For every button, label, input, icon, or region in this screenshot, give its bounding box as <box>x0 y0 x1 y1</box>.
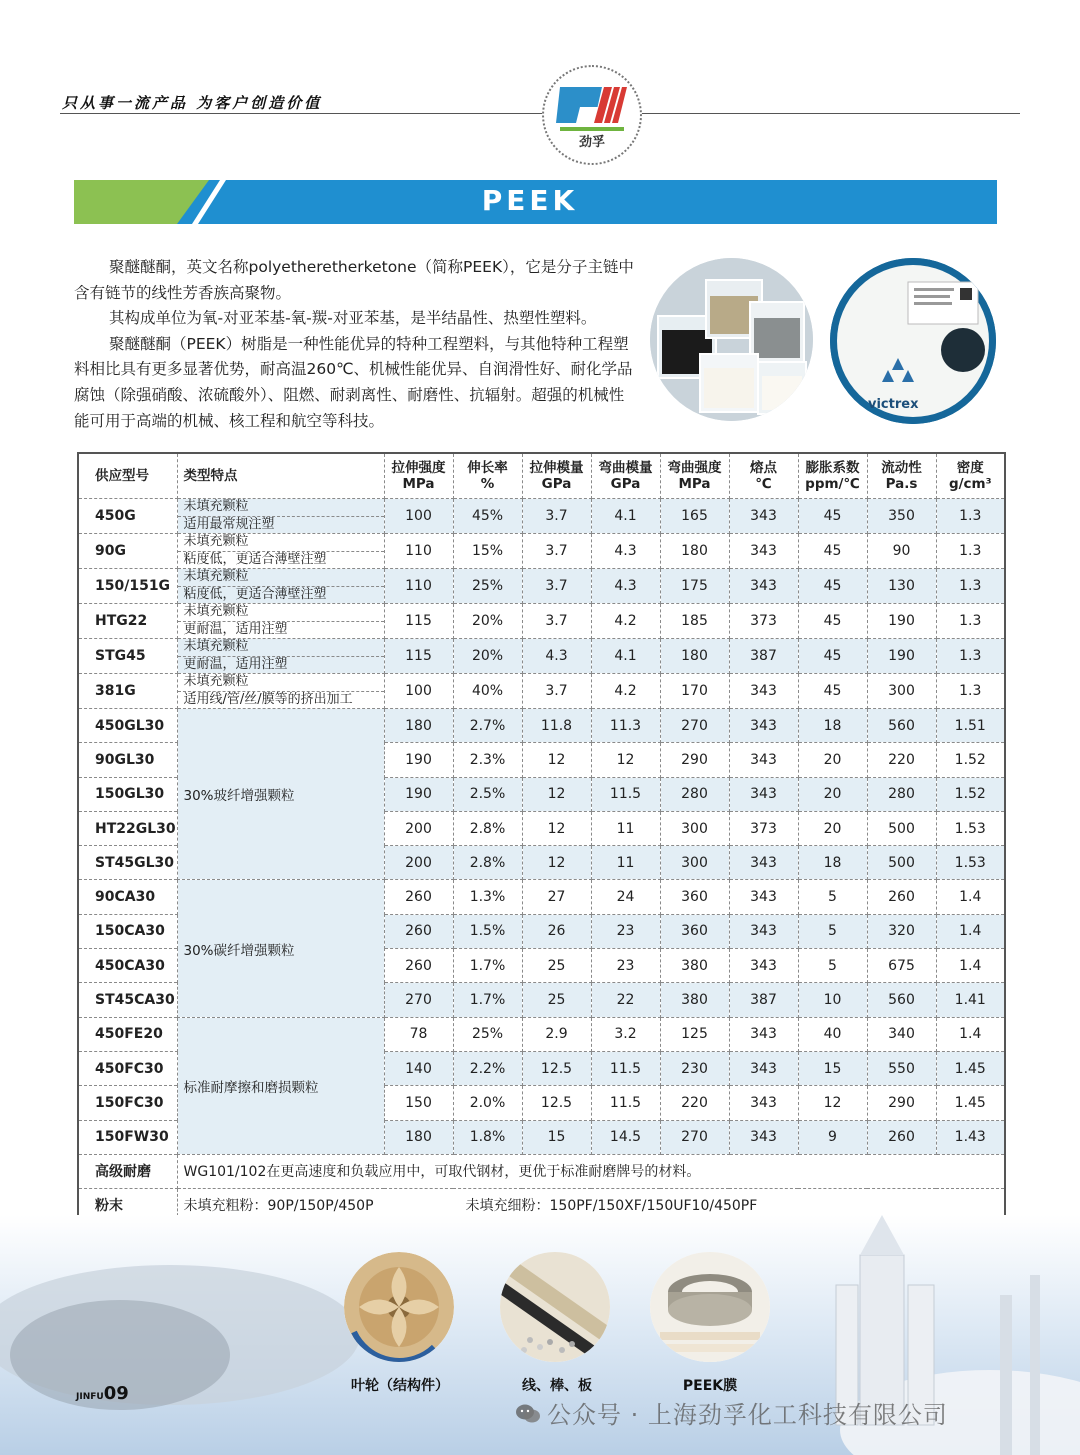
value-cell: 343 <box>729 880 798 914</box>
value-cell: 25 <box>522 949 591 983</box>
pellet-cups-icon <box>650 258 813 421</box>
value-cell: 1.3 <box>936 534 1005 569</box>
value-cell: 20 <box>798 743 867 777</box>
value-cell: 1.7% <box>453 949 522 983</box>
impeller-icon <box>344 1252 454 1362</box>
header-elongation: 伸长率 % <box>453 453 522 499</box>
value-cell: 343 <box>729 674 798 709</box>
intro-paragraph-2: 其构成单位为氧-对亚苯基-氧-羰-对亚苯基，是半结晶性、热塑性塑料。 <box>109 309 597 328</box>
model-cell: 90GL30 <box>78 743 177 777</box>
wechat-icon <box>515 1403 541 1425</box>
page-brand: JINFU <box>76 1392 104 1402</box>
value-cell: 3.7 <box>522 674 591 709</box>
value-cell: 2.8% <box>453 811 522 845</box>
value-cell: 3.2 <box>591 1017 660 1051</box>
value-cell: 1.52 <box>936 777 1005 811</box>
value-cell: 78 <box>384 1017 453 1051</box>
type-line-1: 未填充颗粒 <box>183 499 249 514</box>
value-cell: 12 <box>522 777 591 811</box>
value-cell: 190 <box>384 777 453 811</box>
type-line-1: 未填充颗粒 <box>183 639 249 654</box>
value-cell: 190 <box>867 604 936 639</box>
value-cell: 1.4 <box>936 880 1005 914</box>
model-cell: ST45CA30 <box>78 983 177 1017</box>
value-cell: 675 <box>867 949 936 983</box>
value-cell: 4.1 <box>591 499 660 534</box>
rods-image <box>500 1252 610 1362</box>
value-cell: 11.5 <box>591 1086 660 1120</box>
value-cell: 4.3 <box>522 639 591 674</box>
pellets-photo <box>650 258 813 421</box>
value-cell: 360 <box>660 914 729 948</box>
type-cell <box>177 639 384 674</box>
value-cell: 180 <box>660 639 729 674</box>
value-cell: 300 <box>867 674 936 709</box>
value-cell: 560 <box>867 709 936 743</box>
caption-rods: 线、棒、板 <box>522 1378 592 1394</box>
value-cell: 1.41 <box>936 983 1005 1017</box>
value-cell: 3.7 <box>522 569 591 604</box>
value-cell: 1.3 <box>936 569 1005 604</box>
table-row <box>78 709 1005 743</box>
type-line-2: 更耐温，适用注塑 <box>178 656 384 674</box>
type-line-2: 适用最常规注塑 <box>178 516 384 534</box>
value-cell: 343 <box>729 949 798 983</box>
value-cell: 200 <box>384 811 453 845</box>
header-flexural-modulus: 弯曲模量 GPa <box>591 453 660 499</box>
value-cell: 40 <box>798 1017 867 1051</box>
type-line-1: 未填充颗粒 <box>183 534 249 549</box>
value-cell: 343 <box>729 569 798 604</box>
type-line-2: 更耐温，适用注塑 <box>178 621 384 639</box>
value-cell: 343 <box>729 914 798 948</box>
impeller-image <box>344 1252 454 1362</box>
value-cell: 23 <box>591 914 660 948</box>
intro-paragraph-1: 聚醚醚酮，英文名称polyetheretherketone（简称PEEK），它是分子主链中含有链节的线性芳香族高聚物。 <box>74 258 634 302</box>
value-cell: 5 <box>798 949 867 983</box>
value-cell: 110 <box>384 534 453 569</box>
table-row <box>78 499 1005 534</box>
table-row <box>78 604 1005 639</box>
value-cell: 18 <box>798 709 867 743</box>
type-cell <box>177 604 384 639</box>
value-cell: 11.8 <box>522 709 591 743</box>
value-cell: 185 <box>660 604 729 639</box>
value-cell: 1.3% <box>453 880 522 914</box>
value-cell: 320 <box>867 914 936 948</box>
value-cell: 180 <box>660 534 729 569</box>
value-cell: 387 <box>729 639 798 674</box>
value-cell: 1.3 <box>936 499 1005 534</box>
value-cell: 45 <box>798 604 867 639</box>
value-cell: 45 <box>798 534 867 569</box>
table-row <box>78 674 1005 709</box>
value-cell: 340 <box>867 1017 936 1051</box>
value-cell: 5 <box>798 880 867 914</box>
value-cell: 500 <box>867 811 936 845</box>
model-cell: 450FC30 <box>78 1051 177 1085</box>
type-cell <box>177 534 384 569</box>
value-cell: 1.8% <box>453 1120 522 1154</box>
model-cell: HT22GL30 <box>78 811 177 845</box>
value-cell: 2.9 <box>522 1017 591 1051</box>
value-cell: 110 <box>384 569 453 604</box>
value-cell: 150 <box>384 1086 453 1120</box>
intro-paragraph-3: 聚醚醚酮（PEEK）树脂是一种性能优异的特种工程塑料，与其他特种工程塑料相比具有更多显著优势，耐高温260℃、机械性能优异、自润滑性好、耐化学品腐蚀（除强硝酸、浓硫酸外）、阻燃、耐剥离性、耐磨性、抗辐射。超强的机械性能可用于高端的机械、核工程和航空等科技。 <box>74 334 633 430</box>
value-cell: 12 <box>591 743 660 777</box>
value-cell: 4.1 <box>591 639 660 674</box>
value-cell: 343 <box>729 1051 798 1085</box>
value-cell: 220 <box>660 1086 729 1120</box>
value-cell: 280 <box>660 777 729 811</box>
header-type: 类型特点 <box>177 453 384 499</box>
rods-icon <box>500 1252 610 1362</box>
caption-film: PEEK膜 <box>682 1378 738 1394</box>
value-cell: 380 <box>660 949 729 983</box>
value-cell: 1.45 <box>936 1086 1005 1120</box>
value-cell: 2.8% <box>453 846 522 880</box>
powder-coarse: 未填充粗粉：90P/150P/450P <box>183 1198 374 1215</box>
header-melting-point: 熔点 ℃ <box>729 453 798 499</box>
value-cell: 20 <box>798 777 867 811</box>
value-cell: 350 <box>867 499 936 534</box>
type-cell <box>177 674 384 709</box>
value-cell: 1.43 <box>936 1120 1005 1154</box>
powder-label: 粉末 <box>78 1188 177 1222</box>
header-tensile-strength: 拉伸强度 MPa <box>384 453 453 499</box>
model-cell: 450CA30 <box>78 949 177 983</box>
model-cell: 90G <box>78 534 177 569</box>
value-cell: 165 <box>660 499 729 534</box>
value-cell: 343 <box>729 709 798 743</box>
table-row <box>78 569 1005 604</box>
model-cell: 150GL30 <box>78 777 177 811</box>
header-flow: 流动性 Pa.s <box>867 453 936 499</box>
table-row <box>78 1017 1005 1051</box>
value-cell: 4.2 <box>591 674 660 709</box>
table-row <box>78 880 1005 914</box>
value-cell: 4.3 <box>591 534 660 569</box>
page-title: PEEK <box>481 184 579 217</box>
model-cell: 450FE20 <box>78 1017 177 1051</box>
value-cell: 45 <box>798 569 867 604</box>
company-logo <box>542 65 642 165</box>
value-cell: 343 <box>729 1120 798 1154</box>
film-ring-icon <box>650 1252 770 1362</box>
value-cell: 343 <box>729 1017 798 1051</box>
value-cell: 100 <box>384 499 453 534</box>
caption-impeller: 叶轮（结构件） <box>351 1378 449 1394</box>
value-cell: 343 <box>729 846 798 880</box>
value-cell: 343 <box>729 499 798 534</box>
value-cell: 290 <box>660 743 729 777</box>
value-cell: 550 <box>867 1051 936 1085</box>
table-row <box>78 639 1005 674</box>
powder-fine: 未填充细粉：150PF/150XF/150UF10/450PF <box>465 1198 758 1215</box>
value-cell: 20% <box>453 639 522 674</box>
value-cell: 3.7 <box>522 499 591 534</box>
value-cell: 190 <box>867 639 936 674</box>
model-cell: 381G <box>78 674 177 709</box>
victrex-brand-text: victrex <box>868 397 919 412</box>
type-line-2: 粘度低，更适合薄壁注塑 <box>178 551 384 569</box>
header-rule <box>60 113 1020 114</box>
value-cell: 1.4 <box>936 1017 1005 1051</box>
value-cell: 260 <box>384 949 453 983</box>
value-cell: 270 <box>660 709 729 743</box>
value-cell: 11 <box>591 811 660 845</box>
value-cell: 343 <box>729 743 798 777</box>
value-cell: 45 <box>798 499 867 534</box>
value-cell: 11.5 <box>591 777 660 811</box>
value-cell: 260 <box>867 880 936 914</box>
header-density: 密度 g/cm³ <box>936 453 1005 499</box>
value-cell: 125 <box>660 1017 729 1051</box>
value-cell: 260 <box>384 880 453 914</box>
value-cell: 180 <box>384 709 453 743</box>
slogan: 只从事一流产品 为客户创造价值 <box>62 94 323 112</box>
value-cell: 260 <box>384 914 453 948</box>
value-cell: 2.0% <box>453 1086 522 1120</box>
value-cell: 14.5 <box>591 1120 660 1154</box>
value-cell: 343 <box>729 1086 798 1120</box>
value-cell: 4.3 <box>591 569 660 604</box>
value-cell: 20% <box>453 604 522 639</box>
value-cell: 130 <box>867 569 936 604</box>
value-cell: 22 <box>591 983 660 1017</box>
value-cell: 170 <box>660 674 729 709</box>
value-cell: 1.3 <box>936 639 1005 674</box>
wear-text: WG101/102在更高速度和负载应用中，可取代钢材，更优于标准耐磨牌号的材料。 <box>177 1154 1005 1188</box>
value-cell: 45% <box>453 499 522 534</box>
value-cell: 1.3 <box>936 674 1005 709</box>
value-cell: 26 <box>522 914 591 948</box>
watermark: 公众号 · 上海劲孚化工科技有限公司 <box>515 1395 948 1430</box>
type-cell <box>177 569 384 604</box>
value-cell: 290 <box>867 1086 936 1120</box>
value-cell: 20 <box>798 811 867 845</box>
value-cell: 380 <box>660 983 729 1017</box>
value-cell: 11 <box>591 846 660 880</box>
value-cell: 100 <box>384 674 453 709</box>
value-cell: 1.4 <box>936 914 1005 948</box>
value-cell: 500 <box>867 846 936 880</box>
value-cell: 11.3 <box>591 709 660 743</box>
value-cell: 12 <box>522 846 591 880</box>
model-cell: 150FC30 <box>78 1086 177 1120</box>
value-cell: 270 <box>384 983 453 1017</box>
value-cell: 15% <box>453 534 522 569</box>
model-cell: 150FW30 <box>78 1120 177 1154</box>
type-cell <box>177 499 384 534</box>
value-cell: 200 <box>384 846 453 880</box>
value-cell: 115 <box>384 639 453 674</box>
value-cell: 373 <box>729 604 798 639</box>
value-cell: 1.51 <box>936 709 1005 743</box>
group-type-cell: 30%玻纤增强颗粒 <box>177 709 384 880</box>
value-cell: 40% <box>453 674 522 709</box>
page-number: JINFU09 <box>76 1383 129 1404</box>
value-cell: 373 <box>729 811 798 845</box>
model-cell: 150CA30 <box>78 914 177 948</box>
value-cell: 343 <box>729 777 798 811</box>
value-cell: 18 <box>798 846 867 880</box>
intro-text <box>74 255 634 434</box>
model-cell: STG45 <box>78 639 177 674</box>
value-cell: 1.53 <box>936 846 1005 880</box>
value-cell: 360 <box>660 880 729 914</box>
type-line-1: 未填充颗粒 <box>183 569 249 584</box>
film-image <box>650 1252 770 1362</box>
table-row <box>78 534 1005 569</box>
value-cell: 5 <box>798 914 867 948</box>
table-header-row <box>78 453 1005 499</box>
header-expansion: 膨胀系数 ppm/℃ <box>798 453 867 499</box>
header-flexural-strength: 弯曲强度 MPa <box>660 453 729 499</box>
value-cell: 1.7% <box>453 983 522 1017</box>
value-cell: 190 <box>384 743 453 777</box>
value-cell: 387 <box>729 983 798 1017</box>
value-cell: 343 <box>729 534 798 569</box>
value-cell: 2.3% <box>453 743 522 777</box>
value-cell: 90 <box>867 534 936 569</box>
value-cell: 1.3 <box>936 604 1005 639</box>
value-cell: 115 <box>384 604 453 639</box>
logo-text: 劲孚 <box>578 135 605 150</box>
type-line-2: 粘度低，更适合薄壁注塑 <box>178 586 384 604</box>
value-cell: 270 <box>660 1120 729 1154</box>
value-cell: 1.5% <box>453 914 522 948</box>
value-cell: 1.45 <box>936 1051 1005 1085</box>
value-cell: 560 <box>867 983 936 1017</box>
model-cell: 450GL30 <box>78 709 177 743</box>
type-line-1: 未填充颗粒 <box>183 604 249 619</box>
value-cell: 12 <box>522 743 591 777</box>
model-cell: 150/151G <box>78 569 177 604</box>
value-cell: 175 <box>660 569 729 604</box>
footer-row-wear <box>78 1154 1005 1188</box>
model-cell: 90CA30 <box>78 880 177 914</box>
value-cell: 280 <box>867 777 936 811</box>
header-model: 供应型号 <box>78 453 177 499</box>
wear-label: 高级耐磨 <box>78 1154 177 1188</box>
value-cell: 300 <box>660 811 729 845</box>
value-cell: 45 <box>798 674 867 709</box>
value-cell: 2.7% <box>453 709 522 743</box>
value-cell: 180 <box>384 1120 453 1154</box>
value-cell: 15 <box>798 1051 867 1085</box>
type-line-2: 适用线/管/丝/膜等的挤出加工 <box>178 691 384 709</box>
value-cell: 27 <box>522 880 591 914</box>
group-type-cell: 标准耐摩擦和磨损颗粒 <box>177 1017 384 1154</box>
value-cell: 24 <box>591 880 660 914</box>
value-cell: 12 <box>522 811 591 845</box>
model-cell: ST45GL30 <box>78 846 177 880</box>
peek-spec-table <box>77 452 1006 1223</box>
value-cell: 15 <box>522 1120 591 1154</box>
value-cell: 2.2% <box>453 1051 522 1085</box>
value-cell: 140 <box>384 1051 453 1085</box>
value-cell: 25 <box>522 983 591 1017</box>
value-cell: 25% <box>453 569 522 604</box>
value-cell: 260 <box>867 1120 936 1154</box>
header-tensile-modulus: 拉伸模量 GPa <box>522 453 591 499</box>
value-cell: 230 <box>660 1051 729 1085</box>
value-cell: 45 <box>798 639 867 674</box>
value-cell: 1.52 <box>936 743 1005 777</box>
value-cell: 4.2 <box>591 604 660 639</box>
value-cell: 11.5 <box>591 1051 660 1085</box>
value-cell: 2.5% <box>453 777 522 811</box>
value-cell: 1.4 <box>936 949 1005 983</box>
value-cell: 300 <box>660 846 729 880</box>
value-cell: 23 <box>591 949 660 983</box>
value-cell: 12 <box>798 1086 867 1120</box>
value-cell: 1.53 <box>936 811 1005 845</box>
model-cell: 450G <box>78 499 177 534</box>
value-cell: 9 <box>798 1120 867 1154</box>
value-cell: 220 <box>867 743 936 777</box>
group-type-cell: 30%碳纤增强颗粒 <box>177 880 384 1017</box>
value-cell: 10 <box>798 983 867 1017</box>
value-cell: 25% <box>453 1017 522 1051</box>
model-cell: HTG22 <box>78 604 177 639</box>
value-cell: 3.7 <box>522 534 591 569</box>
value-cell: 12.5 <box>522 1086 591 1120</box>
value-cell: 12.5 <box>522 1051 591 1085</box>
value-cell: 3.7 <box>522 604 591 639</box>
type-line-1: 未填充颗粒 <box>183 674 249 689</box>
